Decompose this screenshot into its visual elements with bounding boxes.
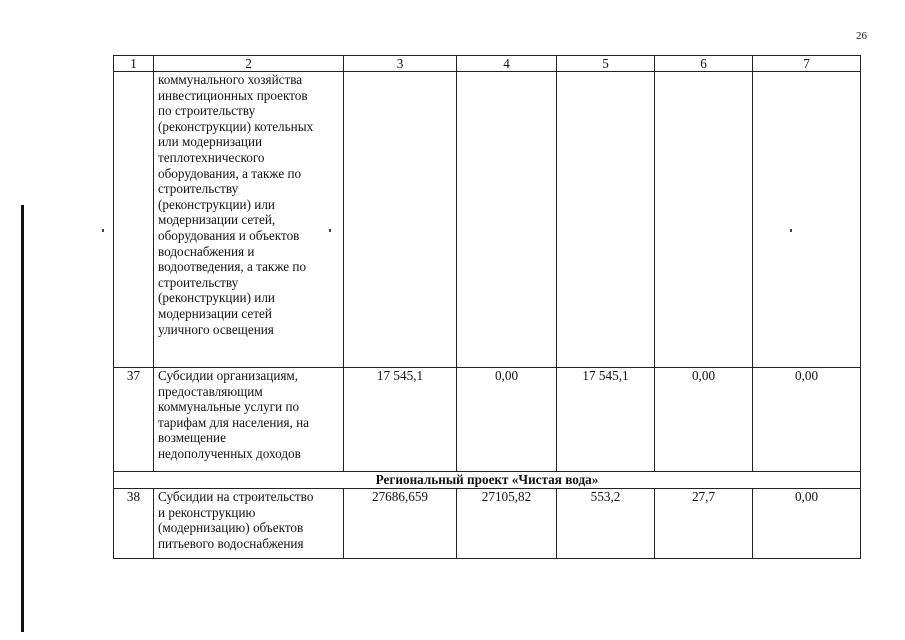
desc-line: водоснабжения и — [158, 243, 255, 259]
desc-line: (реконструкции) или — [158, 196, 275, 212]
desc-line: Субсидии на строительство — [158, 489, 314, 504]
desc-line: теплотехнического — [158, 149, 265, 165]
header-cell: 5 — [557, 56, 655, 72]
desc-line: (реконструкции) котельных — [158, 118, 314, 134]
desc-line: возмещение — [158, 430, 226, 446]
value-cell-col6: 0,00 — [655, 368, 753, 472]
desc-line: (модернизацию) объектов — [158, 520, 304, 536]
header-cell: 4 — [457, 56, 557, 72]
desc-line: питьевого водоснабжения — [158, 535, 304, 551]
row-description-cell — [154, 489, 344, 559]
desc-line: инвестиционных проектов — [158, 87, 308, 103]
value-cell-col6: 27,7 — [655, 489, 753, 559]
header-cell: 7 — [753, 56, 861, 72]
value-cell-col4: 27105,82 — [457, 489, 557, 559]
desc-line: коммунальные услуги по — [158, 399, 300, 415]
value-cell — [753, 72, 861, 368]
desc-line: строительству — [158, 274, 239, 290]
value-cell-col7: 0,00 — [753, 489, 861, 559]
value-cell — [557, 72, 655, 368]
table-header-row — [114, 56, 861, 72]
desc-line: или модернизации — [158, 134, 263, 150]
budget-table — [113, 55, 861, 559]
table-row-37 — [114, 368, 861, 472]
table-row-38 — [114, 489, 861, 559]
row-number-cell — [114, 72, 154, 368]
desc-line: недополученных доходов — [158, 445, 301, 461]
desc-line: и реконструкцию — [158, 504, 256, 520]
desc-line: водоотведения, а также по — [158, 259, 307, 275]
desc-line: предоставляющим — [158, 383, 263, 399]
header-cell: 6 — [655, 56, 753, 72]
value-cell-col4: 0,00 — [457, 368, 557, 472]
value-cell-col7: 0,00 — [753, 368, 861, 472]
desc-line: оборудования, а также по — [158, 165, 302, 181]
desc-line: оборудования и объектов — [158, 227, 300, 243]
desc-line: уличного освещения — [158, 321, 274, 337]
value-cell-col5: 553,2 — [557, 489, 655, 559]
row-number-cell: 38 — [114, 489, 154, 559]
page-number: 26 — [856, 30, 867, 42]
scan-edge-mark — [21, 205, 24, 632]
desc-line: модернизации сетей, — [158, 212, 276, 228]
section-title: Региональный проект «Чистая вода» — [114, 472, 861, 489]
desc-line: коммунального хозяйства — [158, 72, 303, 87]
header-cell: 1 — [114, 56, 154, 72]
value-cell — [344, 72, 457, 368]
desc-line: строительству — [158, 181, 239, 197]
header-cell: 2 — [154, 56, 344, 72]
row-description-cell — [154, 72, 344, 368]
header-cell: 3 — [344, 56, 457, 72]
value-cell-col3: 27686,659 — [344, 489, 457, 559]
desc-line: Субсидии организациям, — [158, 368, 299, 383]
table-row-continued — [114, 72, 861, 368]
desc-line: (реконструкции) или — [158, 290, 275, 306]
value-cell — [655, 72, 753, 368]
desc-line: тарифам для населения, на — [158, 414, 310, 430]
value-cell-col5: 17 545,1 — [557, 368, 655, 472]
value-cell — [457, 72, 557, 368]
section-row — [114, 472, 861, 489]
row-number-cell: 37 — [114, 368, 154, 472]
scan-speck — [102, 229, 104, 232]
desc-line: модернизации сетей — [158, 305, 272, 321]
value-cell-col3: 17 545,1 — [344, 368, 457, 472]
row-description-cell — [154, 368, 344, 472]
desc-line: по строительству — [158, 103, 256, 119]
